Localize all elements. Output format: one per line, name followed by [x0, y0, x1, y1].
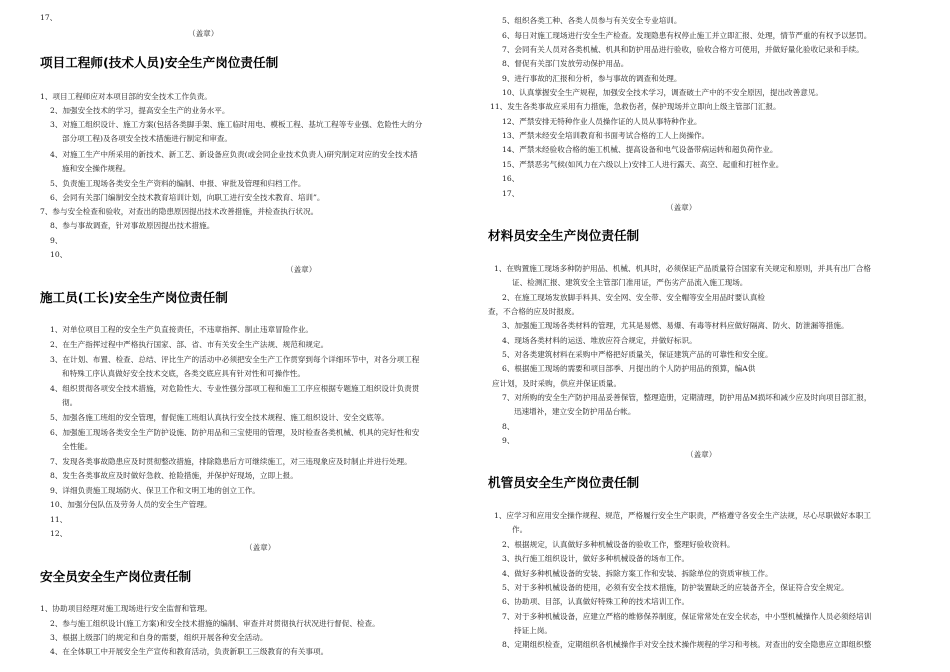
- clause-line: 5、加强各施工班组的安全管理，督促施工班组认真执行安全技术规程、施工组织设计、安全交底等。: [50, 413, 389, 422]
- clause-line: 9、详细负责施工现场防火、保卫工作和文明工地的创立工作。: [50, 486, 260, 495]
- clause-line: 和特殊工序认真做好安全技术交底，各类交底应具有针对性和可操作性。: [62, 369, 305, 378]
- right-column: [488, 0, 928, 672]
- left-column: [40, 0, 480, 672]
- clause-line: 11、发生各类事故应采用有力措施，急救伤者，保护现场并立即向上级主管部门汇报。: [490, 102, 781, 111]
- clause-line: 持证上岗。: [514, 626, 552, 635]
- section-title-machinery-officer: 机管员安全生产岗位责任制: [488, 475, 640, 490]
- clause-line: 16、: [502, 174, 520, 183]
- clause-line: 3、加强施工现场各类材料的管理，尤其是易燃、易爆、有毒等材料应做好隔离、防火、防泄漏等措施。: [502, 321, 849, 330]
- clause-line: 8、督促有关部门发放劳动保护用品。: [502, 59, 629, 68]
- clause-line: 1、在购置施工现场多种防护用品、机械、机具时，必须保证产品质量符合国家有关规定和原则，并具有出厂合格: [494, 264, 871, 273]
- clause-line: 9、进行事故的汇报和分析，参与事故的调查和处理。: [502, 74, 682, 83]
- clause-line: 8、参与事故调查，针对事故原因提出技术措施。: [50, 221, 215, 230]
- clause-line: 作。: [512, 525, 528, 534]
- clause-line: 全性能。: [62, 442, 93, 451]
- clause-line: 7、会同有关人员对各类机械、机具和防护用品进行验收，验收合格方可使用，并做好量化验收记录和手续。: [502, 45, 864, 54]
- clause-line: 6、根据施工现场的需要和项目部季、月提出的个人防护用品的预算，编A供: [502, 364, 756, 373]
- clause-line: 1、对单位项目工程的安全生产负直接责任，不违章指挥、制止违章冒险作业。: [50, 325, 314, 334]
- clause-line: 4、在全体职工中开展安全生产宣传和教育活动，负责新职工三级教育的有关事项。: [50, 647, 329, 656]
- clause-line: 7、发现各类事故隐患应及时贯彻整改措施，排除隐患后方可继续施工，对三违现象应及时制止并进行处理。: [50, 457, 412, 466]
- clause-line: 10、认真掌握安全生产规程，加强安全技术学习，调查破土产中的不安全原因，提出改善意见。: [502, 88, 824, 97]
- clause-line: 6、每日对施工现场进行安全生产检查。发现隐患有权停止施工并立即汇报、处理，情节严重的有权予以惩罚。: [502, 31, 872, 40]
- clause-line: 3、根据上级部门的规定和自身的需要，组织开展各种安全活动。: [50, 633, 268, 642]
- seal-text: （盖章）: [666, 203, 697, 212]
- clause-line: 应计划，及时采购，供应并保证质量。: [492, 379, 622, 388]
- clause-line: 8、发生各类事故应及时做好急救、抢险措施，并保护好现场，立即上报。: [50, 471, 298, 480]
- clause-line: 7、对所购的安全生产防护用品妥善保管，整理造册，定期清理，防护用品M损坏和减少应及时向项目部汇报，: [502, 393, 872, 402]
- clause-line: 13、严禁未经安全培训教育和书面考试合格的工人上岗操作。: [502, 131, 710, 140]
- clause-line: 1、应学习和应用安全操作规程、规范，严格履行安全生产职责，严格遵守各安全生产法规，尽心尽职做好本职工: [494, 511, 871, 520]
- clause-line: 8、: [502, 422, 515, 431]
- seal-text: （盖章）: [188, 29, 219, 38]
- seal-text: （盖章）: [286, 265, 317, 274]
- section-title-safety-officer: 安全员安全生产岗位责任制: [40, 569, 192, 584]
- clause-line: 17、: [40, 13, 58, 22]
- clause-line: 12、: [50, 529, 68, 538]
- clause-line: 9、: [502, 436, 515, 445]
- clause-line: 部分项工程)及各项安全技术措施进行制定和审查。: [62, 134, 233, 143]
- clause-line: 2、加强安全技术的学习，提高安全生产的业务水平。: [50, 106, 230, 115]
- clause-line: 2、参与施工组织设计(施工方案)和安全技术措施的编制、审查并对贯彻执行状况进行督促、检查。: [50, 619, 380, 628]
- clause-line: 11、: [50, 515, 68, 524]
- clause-line: 1、协助项目经理对施工现场进行安全监督和管理。: [40, 604, 212, 613]
- clause-line: 查，不合格的应及时报废。: [488, 307, 580, 316]
- clause-line: 2、在生产指挥过程中严格执行国家、部、省、市有关安全生产法规、规范和规定。: [50, 340, 329, 349]
- clause-line: 15、严禁恶劣气候(如风力在六级以上)安排工人进行露天、高空、起重和打桩作业。: [502, 160, 784, 169]
- section-title-tech-engineer: 项目工程师(技术人员)安全生产岗位责任制: [40, 55, 279, 70]
- clause-line: 4、对施工生产中所采用的新技术、新工艺、新设备应负责(或会同企业技术负责人)研究制定对应的安全技术措: [50, 150, 418, 159]
- clause-line: 5、对于多种机械设备的使用，必须有安全技术措施，防护装置缺乏的应装备齐全，保证符合安全规定。: [502, 583, 849, 592]
- clause-line: 6、会同有关部门编制安全技术教育培训计划，向职工进行安全技术教育、培训”。: [50, 193, 325, 202]
- clause-line: 5、组织各类工种、各类人员参与有关安全专业培训。: [502, 16, 682, 25]
- clause-line: 6、加强施工现场各类安全生产防护设施、防护用品和三宝使用的管理，及时检查各类机械、机具的完好性和安: [50, 428, 420, 437]
- seal-text: （盖章）: [686, 450, 717, 459]
- clause-line: 10、: [50, 250, 68, 259]
- clause-line: 3、执行施工组织设计，做好多种机械设备的场布工作。: [502, 554, 690, 563]
- clause-line: 施和安全操作规程。: [62, 164, 131, 173]
- clause-line: 5、对各类建筑材料在采购中严格把好质量关，保证建筑产品的可靠性和安全度。: [502, 350, 773, 359]
- clause-line: 彻。: [62, 398, 78, 407]
- clause-line: 17、: [502, 189, 520, 198]
- clause-line: 6、协助项、目部，认真做好特殊工种的技术培训工作。: [502, 597, 690, 606]
- clause-line: 12、严禁安排无特种作业人员操作证的人员从事特种作业。: [502, 117, 702, 126]
- clause-line: 4、现场各类材料的运送、堆放应符合规定，并做好标识。: [502, 336, 697, 345]
- clause-line: 4、做好多种机械设备的安装、拆除方案工作和安装、拆除单位的资质审核工作。: [502, 569, 773, 578]
- clause-line: 2、在施工现场发放脚手料具、安全网、安全带、安全帽等安全用品时要认真检: [502, 293, 766, 302]
- clause-line: 2、根据规定，认真做好多种机械设备的验收工作，整理好验收资料。: [502, 540, 735, 549]
- clause-line: 3、对施工组织设计、施工方案(包括各类脚手架、施工临时用电、模板工程、基坑工程等专业强、危险性大的分: [50, 120, 423, 129]
- section-title-foreman: 施工员(工长)安全生产岗位责任制: [40, 290, 228, 305]
- clause-line: 3、在计划、布置、检查、总结、评比生产的活动中必须把安全生产工作贯穿到每个详细环节中，对各分项工程: [50, 355, 420, 364]
- clause-line: 迅速增补，建立安全防护用品台帐。: [514, 407, 636, 416]
- clause-line: 14、严禁未经验收合格的施工机械、提高设备和电气设备带病运转和超负荷作业。: [502, 145, 778, 154]
- clause-line: 9、: [50, 236, 63, 245]
- clause-line: 10、加强分包队伍及劳务人员的安全生产管理。: [50, 500, 212, 509]
- clause-line: 7、对于多种机械设备，应建立严格的维修保养制度，保证常常处在安全状态，中小型机械操作人员必须经培训: [502, 612, 872, 621]
- clause-line: 7、参与安全检查和验收，对查出的隐患原因提出技术改善措施，并检查执行状况。: [40, 207, 319, 216]
- seal-text: （盖章）: [245, 543, 276, 552]
- section-title-materials-officer: 材料员安全生产岗位责任制: [488, 228, 640, 243]
- clause-line: 证、检测汇报、建筑安全主管部门准用证，严伤劣产品流入施工现场。: [512, 278, 748, 287]
- clause-line: 5、负责施工现场各类安全生产资料的编制、申报、审批及管理和归档工作。: [50, 179, 306, 188]
- clause-line: 8、定期组织检查，定期组织各机械操作手对安全技术操作规程的学习和考核。对查出的安全隐患应立即组织整: [502, 640, 872, 649]
- clause-line: 1、项目工程师应对本项目部的安全技术工作负责。: [40, 92, 212, 101]
- clause-line: 4、组织贯彻各项安全技术措施，对危险性大、专业性强分部项工程和施工工序应根据专题施工组织设计负责贯: [50, 384, 420, 393]
